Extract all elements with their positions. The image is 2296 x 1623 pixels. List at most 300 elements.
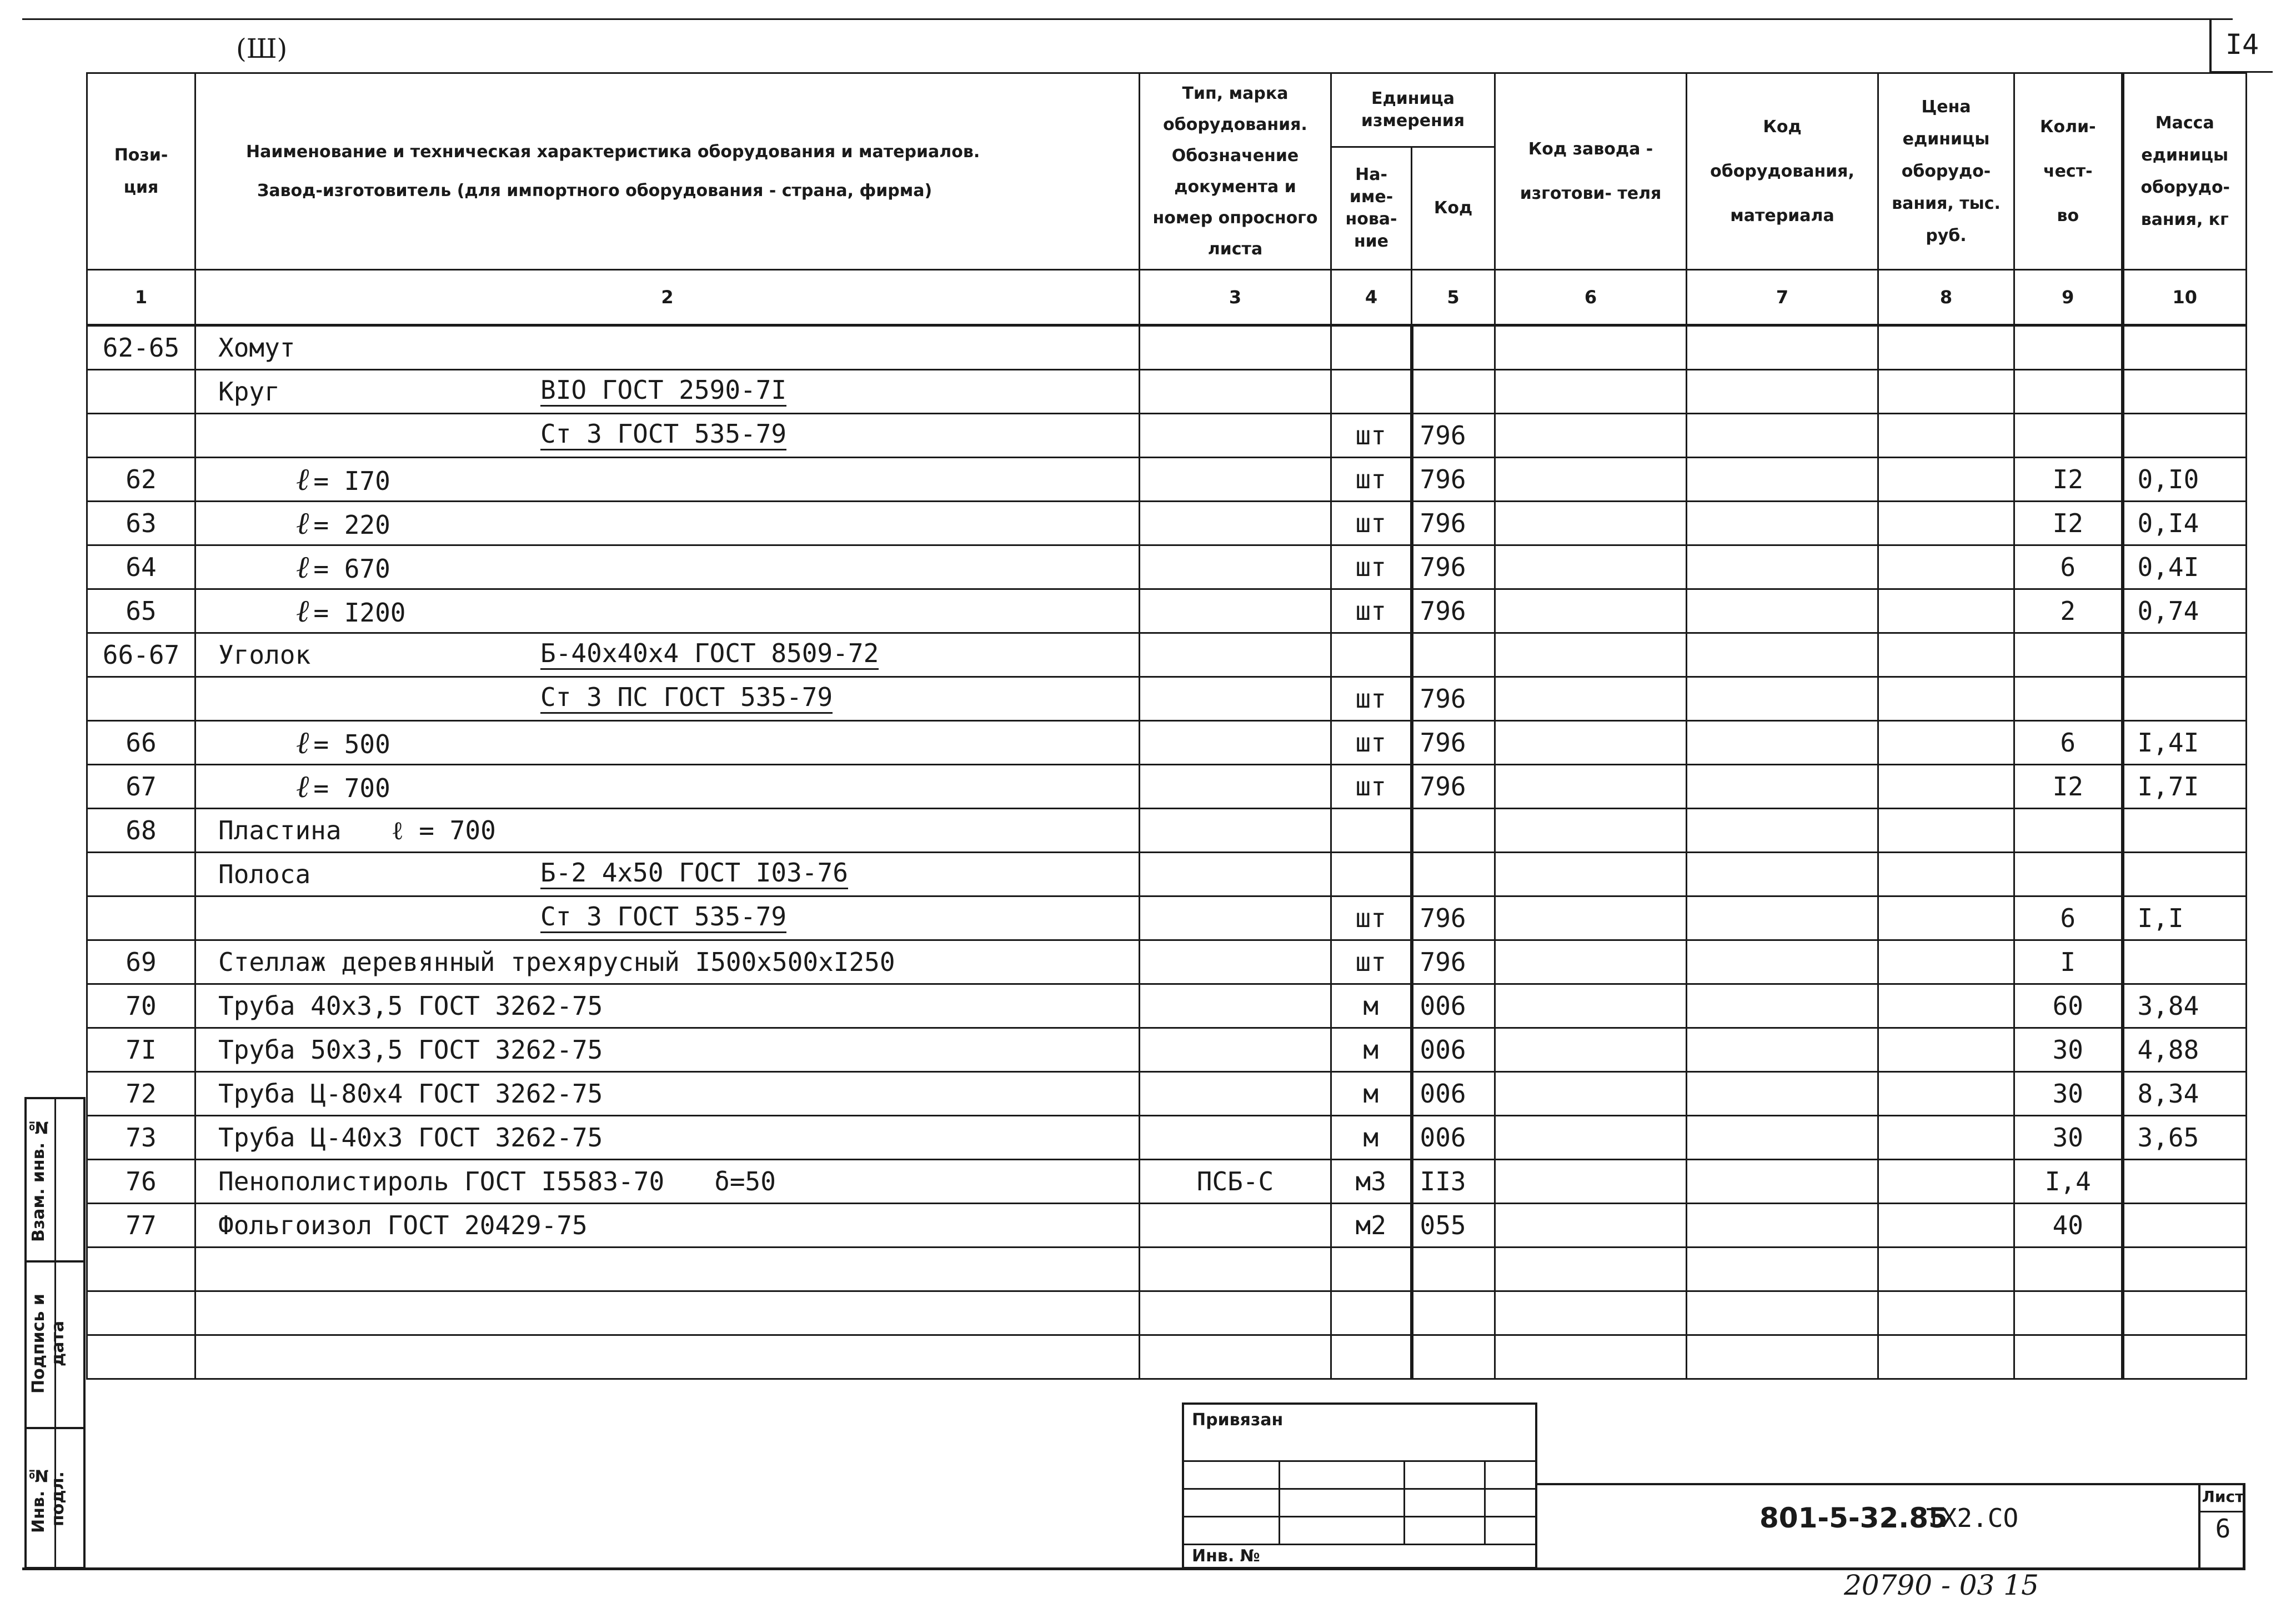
cell-unit-code: 796 [1412, 589, 1495, 633]
item-name: Круг [218, 377, 280, 407]
cell-equipment-code [1687, 677, 1878, 721]
cell-quantity [2014, 414, 2123, 458]
cell-factory-code [1495, 853, 1687, 896]
cell-equipment-code [1687, 1248, 1878, 1291]
cell-position [87, 414, 195, 458]
cell-unit: м3 [1331, 1160, 1412, 1204]
cell-price [1878, 721, 2014, 765]
length-symbol: ℓ [296, 724, 309, 761]
cell-quantity [2014, 1291, 2123, 1335]
cell-unit [1331, 325, 1412, 370]
cell-position [87, 370, 195, 414]
length-symbol: ℓ [296, 593, 309, 629]
section-mark: (Ш) [236, 33, 288, 64]
cell-unit: шт [1331, 765, 1412, 809]
cell-equipment-code [1687, 1028, 1878, 1072]
table-row [87, 853, 2247, 896]
cell-equipment-code [1687, 765, 1878, 809]
length-symbol: ℓ [296, 461, 309, 498]
cell-mass [2123, 853, 2247, 896]
cell-unit: шт [1331, 414, 1412, 458]
cell-unit-code: II3 [1412, 1160, 1495, 1204]
header-unit-name: На-име-нова-ние [1331, 147, 1412, 270]
cell-name [195, 458, 1140, 502]
cell-quantity: 30 [2014, 1028, 2123, 1072]
table-row [87, 984, 2247, 1028]
cell-factory-code [1495, 1291, 1687, 1335]
cell-position: 63 [87, 502, 195, 545]
table-row [87, 1291, 2247, 1335]
cell-name [195, 325, 1140, 370]
cell-type [1140, 502, 1331, 545]
cell-position: 68 [87, 809, 195, 853]
header-position: Пози- ция [87, 73, 195, 270]
cell-price [1878, 765, 2014, 809]
cell-name [195, 1028, 1140, 1072]
col-num: 8 [1878, 270, 2014, 325]
cell-factory-code [1495, 1160, 1687, 1204]
col-num: 2 [195, 270, 1140, 325]
cell-name [195, 677, 1140, 721]
cell-equipment-code [1687, 1291, 1878, 1335]
table-row [87, 765, 2247, 809]
item-name: = 500 [313, 729, 390, 759]
cell-type [1140, 677, 1331, 721]
item-name: = I70 [313, 465, 390, 496]
cell-quantity: 60 [2014, 984, 2123, 1028]
cell-name [195, 940, 1140, 984]
cell-position: 65 [87, 589, 195, 633]
cell-price [1878, 589, 2014, 633]
cell-unit [1331, 370, 1412, 414]
cell-unit-code: 796 [1412, 896, 1495, 940]
cell-name [195, 1160, 1140, 1204]
table-row [87, 633, 2247, 677]
cell-price [1878, 1335, 2014, 1379]
cell-type [1140, 414, 1331, 458]
stamp-line [1184, 1544, 1535, 1545]
header-unit-code: Код [1412, 147, 1495, 270]
item-standard: Б-40х40х4 ГОСТ 8509-72 [540, 638, 879, 670]
cell-name [195, 370, 1140, 414]
cell-unit [1331, 1335, 1412, 1379]
cell-equipment-code [1687, 458, 1878, 502]
cell-equipment-code [1687, 633, 1878, 677]
cell-mass [2123, 325, 2247, 370]
cell-type [1140, 896, 1331, 940]
cell-name [195, 896, 1140, 940]
col-num: 10 [2123, 270, 2247, 325]
cell-type [1140, 1291, 1331, 1335]
cell-factory-code [1495, 1116, 1687, 1160]
item-standard: Ст 3 ГОСТ 535-79 [540, 901, 786, 933]
cell-name [195, 502, 1140, 545]
header-mass: Масса единицы оборудо- вания, кг [2123, 73, 2247, 270]
cell-position: 70 [87, 984, 195, 1028]
cell-quantity [2014, 853, 2123, 896]
table-row [87, 721, 2247, 765]
cell-unit-code: 006 [1412, 1028, 1495, 1072]
cell-unit-code [1412, 853, 1495, 896]
cell-equipment-code [1687, 1335, 1878, 1379]
sidebar-podpis-label: Подпись и дата [29, 1294, 68, 1394]
cell-type [1140, 1335, 1331, 1379]
cell-factory-code [1495, 984, 1687, 1028]
cell-equipment-code [1687, 1116, 1878, 1160]
cell-mass [2123, 940, 2247, 984]
table-row [87, 896, 2247, 940]
item-name: Труба Ц-80х4 ГОСТ 3262-75 [218, 1079, 603, 1109]
cell-position: 77 [87, 1204, 195, 1248]
cell-mass: I,7I [2123, 765, 2247, 809]
item-name: Труба Ц-40х3 ГОСТ 3262-75 [218, 1123, 603, 1153]
cell-unit: шт [1331, 502, 1412, 545]
cell-type [1140, 853, 1331, 896]
cell-quantity: I2 [2014, 458, 2123, 502]
cell-mass: 0,I0 [2123, 458, 2247, 502]
cell-mass: 0,I4 [2123, 502, 2247, 545]
cell-mass: 8,34 [2123, 1072, 2247, 1116]
cell-type [1140, 765, 1331, 809]
cell-price [1878, 1072, 2014, 1116]
item-standard: ВIO ГОСТ 2590-7I [540, 375, 786, 407]
cell-unit-code: 796 [1412, 458, 1495, 502]
cell-type [1140, 589, 1331, 633]
cell-type [1140, 721, 1331, 765]
cell-factory-code [1495, 370, 1687, 414]
cell-type [1140, 325, 1331, 370]
cell-type [1140, 984, 1331, 1028]
cell-unit-code: 796 [1412, 414, 1495, 458]
cell-equipment-code [1687, 853, 1878, 896]
cell-unit: м [1331, 1116, 1412, 1160]
item-standard: Ст 3 ГОСТ 535-79 [540, 419, 786, 450]
cell-name [195, 589, 1140, 633]
item-name: Труба 40х3,5 ГОСТ 3262-75 [218, 991, 603, 1021]
cell-position: 69 [87, 940, 195, 984]
cell-unit-code [1412, 809, 1495, 853]
stamp-line [1184, 1460, 1535, 1462]
cell-price [1878, 677, 2014, 721]
cell-equipment-code [1687, 502, 1878, 545]
col-num: 4 [1331, 270, 1412, 325]
table-row [87, 414, 2247, 458]
header-factory-code: Код завода - изготови- теля [1495, 73, 1687, 270]
cell-equipment-code [1687, 1204, 1878, 1248]
cell-unit-code: 796 [1412, 940, 1495, 984]
item-name: Труба 50х3,5 ГОСТ 3262-75 [218, 1035, 603, 1065]
cell-unit-code [1412, 1248, 1495, 1291]
length-symbol: ℓ [296, 505, 309, 542]
cell-unit [1331, 1291, 1412, 1335]
item-name: = I200 [313, 597, 406, 628]
cell-unit: шт [1331, 940, 1412, 984]
cell-name [195, 1072, 1140, 1116]
cell-price [1878, 940, 2014, 984]
cell-position [87, 1291, 195, 1335]
cell-factory-code [1495, 721, 1687, 765]
cell-unit-code: 796 [1412, 721, 1495, 765]
cell-equipment-code [1687, 809, 1878, 853]
cell-unit [1331, 853, 1412, 896]
cell-unit [1331, 809, 1412, 853]
cell-mass: 3,84 [2123, 984, 2247, 1028]
cell-name [195, 1248, 1140, 1291]
cell-position: 62 [87, 458, 195, 502]
cell-mass: I,I [2123, 896, 2247, 940]
item-name: Фольгоизол ГОСТ 20429-75 [218, 1210, 588, 1240]
header-equipment-code: Код оборудования, материала [1687, 73, 1878, 270]
cell-unit-code: 796 [1412, 502, 1495, 545]
cell-equipment-code [1687, 721, 1878, 765]
cell-position [87, 1335, 195, 1379]
cell-type: ПСБ-С [1140, 1160, 1331, 1204]
cell-quantity [2014, 633, 2123, 677]
cell-position [87, 896, 195, 940]
cell-factory-code [1495, 896, 1687, 940]
cell-type [1140, 809, 1331, 853]
cell-type [1140, 940, 1331, 984]
cell-price [1878, 984, 2014, 1028]
cell-price [1878, 1116, 2014, 1160]
cell-name [195, 1291, 1140, 1335]
cell-factory-code [1495, 1028, 1687, 1072]
col-num: 6 [1495, 270, 1687, 325]
cell-mass [2123, 1291, 2247, 1335]
table-row [87, 325, 2247, 370]
cell-unit: м [1331, 1072, 1412, 1116]
cell-factory-code [1495, 633, 1687, 677]
item-suffix: δ=50 [714, 1166, 776, 1196]
table-row [87, 1335, 2247, 1379]
cell-name [195, 721, 1140, 765]
title-block [1537, 1483, 2245, 1569]
cell-factory-code [1495, 502, 1687, 545]
sidebar-divider [27, 1427, 83, 1429]
cell-unit: м [1331, 1028, 1412, 1072]
table-row [87, 1116, 2247, 1160]
cell-price [1878, 853, 2014, 896]
cell-unit-code: 006 [1412, 1116, 1495, 1160]
cell-name [195, 765, 1140, 809]
item-name: Уголок [218, 640, 311, 670]
col-num: 5 [1412, 270, 1495, 325]
cell-price [1878, 414, 2014, 458]
cell-unit [1331, 633, 1412, 677]
stamp-line [1484, 1460, 1486, 1544]
cell-quantity: I2 [2014, 502, 2123, 545]
cell-unit [1331, 1248, 1412, 1291]
cell-price [1878, 896, 2014, 940]
cell-equipment-code [1687, 414, 1878, 458]
cell-equipment-code [1687, 940, 1878, 984]
item-name: Пенополистироль ГОСТ I5583-70 [218, 1166, 665, 1196]
item-name: Полоса [218, 859, 311, 889]
sidebar-divider [27, 1260, 83, 1263]
cell-name [195, 633, 1140, 677]
cell-mass [2123, 633, 2247, 677]
cell-unit: шт [1331, 589, 1412, 633]
top-border-line [22, 18, 2233, 20]
cell-name [195, 545, 1140, 589]
length-symbol: ℓ [296, 768, 309, 805]
cell-position: 64 [87, 545, 195, 589]
header-quantity: Коли- чест- во [2014, 73, 2123, 270]
handwritten-number: 20790 - 03 15 [1844, 1569, 2039, 1601]
cell-factory-code [1495, 1248, 1687, 1291]
cell-equipment-code [1687, 370, 1878, 414]
sheet-label: Лист [2200, 1483, 2245, 1512]
cell-equipment-code [1687, 1160, 1878, 1204]
item-suffix: ℓ = 700 [391, 815, 496, 845]
cell-name [195, 984, 1140, 1028]
cell-quantity: I,4 [2014, 1160, 2123, 1204]
cell-quantity: 30 [2014, 1116, 2123, 1160]
cell-mass [2123, 1248, 2247, 1291]
item-name: Пластина [218, 815, 342, 845]
cell-type [1140, 458, 1331, 502]
length-symbol: ℓ [296, 549, 309, 585]
header-unit-group: Единица измерения [1331, 73, 1495, 147]
top-sheet-number: I4 [2209, 18, 2273, 73]
cell-mass: 4,88 [2123, 1028, 2247, 1072]
cell-type [1140, 1204, 1331, 1248]
cell-name [195, 414, 1140, 458]
inv-no-label: Инв. № [1192, 1546, 1260, 1566]
table-row [87, 940, 2247, 984]
header-name: Наименование и техническая характеристика оборудования и материалов. Завод-изготовитель (для импортного оборудования - страна, фирма) [195, 73, 1140, 270]
cell-factory-code [1495, 677, 1687, 721]
cell-mass [2123, 1335, 2247, 1379]
cell-factory-code [1495, 325, 1687, 370]
cell-quantity [2014, 1248, 2123, 1291]
cell-unit: шт [1331, 677, 1412, 721]
document-suffix: ТХ2.СО [1926, 1503, 2019, 1533]
cell-name [195, 853, 1140, 896]
cell-unit: шт [1331, 545, 1412, 589]
table-row [87, 1248, 2247, 1291]
sheet-value: 6 [2215, 1514, 2231, 1544]
cell-price [1878, 545, 2014, 589]
cell-mass [2123, 370, 2247, 414]
cell-unit-code: 006 [1412, 1072, 1495, 1116]
cell-position: 72 [87, 1072, 195, 1116]
table-row [87, 545, 2247, 589]
cell-unit-code [1412, 370, 1495, 414]
cell-type [1140, 1248, 1331, 1291]
sheet-box [2198, 1483, 2245, 1569]
cell-quantity [2014, 809, 2123, 853]
cell-factory-code [1495, 1335, 1687, 1379]
cell-quantity [2014, 325, 2123, 370]
cell-unit: шт [1331, 896, 1412, 940]
cell-unit-code: 796 [1412, 545, 1495, 589]
cell-mass [2123, 677, 2247, 721]
col-num: 9 [2014, 270, 2123, 325]
cell-factory-code [1495, 1204, 1687, 1248]
table-row [87, 502, 2247, 545]
cell-price [1878, 1248, 2014, 1291]
cell-factory-code [1495, 545, 1687, 589]
item-name: = 670 [313, 553, 390, 584]
cell-position: 67 [87, 765, 195, 809]
cell-unit: м [1331, 984, 1412, 1028]
cell-type [1140, 545, 1331, 589]
sidebar-inv-podl-label: Инв. № подл. [29, 1465, 68, 1533]
stamp-line [1279, 1460, 1280, 1544]
cell-factory-code [1495, 809, 1687, 853]
header-type: Тип, марка оборудования. Обозначение документа и номер опросного листа [1140, 73, 1331, 270]
stamp-line [1184, 1516, 1535, 1517]
document-code: 801-5-32.85 [1759, 1502, 1948, 1534]
table-row [87, 1204, 2247, 1248]
cell-position: 66-67 [87, 633, 195, 677]
cell-quantity [2014, 370, 2123, 414]
cell-unit-code: 006 [1412, 984, 1495, 1028]
cell-type [1140, 370, 1331, 414]
cell-factory-code [1495, 765, 1687, 809]
cell-mass [2123, 1160, 2247, 1204]
cell-mass: 0,4I [2123, 545, 2247, 589]
cell-position [87, 677, 195, 721]
table-row [87, 1160, 2247, 1204]
cell-position: 66 [87, 721, 195, 765]
privyazan-stamp [1182, 1402, 1537, 1569]
cell-name [195, 809, 1140, 853]
cell-factory-code [1495, 589, 1687, 633]
cell-quantity: 6 [2014, 896, 2123, 940]
table-row [87, 458, 2247, 502]
cell-price [1878, 809, 2014, 853]
table-row [87, 809, 2247, 853]
cell-equipment-code [1687, 984, 1878, 1028]
cell-type [1140, 633, 1331, 677]
cell-equipment-code [1687, 589, 1878, 633]
cell-factory-code [1495, 1072, 1687, 1116]
cell-equipment-code [1687, 896, 1878, 940]
cell-unit-code [1412, 1335, 1495, 1379]
cell-equipment-code [1687, 1072, 1878, 1116]
cell-mass [2123, 414, 2247, 458]
cell-quantity: 30 [2014, 1072, 2123, 1116]
item-standard: Б-2 4х50 ГОСТ I03-76 [540, 858, 848, 889]
cell-price [1878, 502, 2014, 545]
column-number-row [87, 270, 2247, 325]
cell-factory-code [1495, 458, 1687, 502]
cell-name [195, 1204, 1140, 1248]
header-price: Цена единицы оборудо- вания, тыс. руб. [1878, 73, 2014, 270]
specification-table [86, 72, 2247, 1380]
cell-position: 7I [87, 1028, 195, 1072]
cell-price [1878, 1028, 2014, 1072]
item-name: Стеллаж деревянный трехярусный I500х500хI250 [218, 947, 895, 977]
left-sidebar-stamp [24, 1097, 86, 1569]
cell-type [1140, 1028, 1331, 1072]
cell-quantity: 40 [2014, 1204, 2123, 1248]
item-name: = 700 [313, 773, 390, 803]
table-row [87, 677, 2247, 721]
cell-mass [2123, 1204, 2247, 1248]
cell-quantity: 6 [2014, 545, 2123, 589]
cell-price [1878, 370, 2014, 414]
cell-unit-code [1412, 1291, 1495, 1335]
cell-name [195, 1335, 1140, 1379]
item-name: Хомут [218, 333, 295, 363]
stamp-line [1403, 1460, 1405, 1544]
cell-name [195, 1116, 1140, 1160]
stamp-line [1184, 1488, 1535, 1490]
cell-unit: м2 [1331, 1204, 1412, 1248]
